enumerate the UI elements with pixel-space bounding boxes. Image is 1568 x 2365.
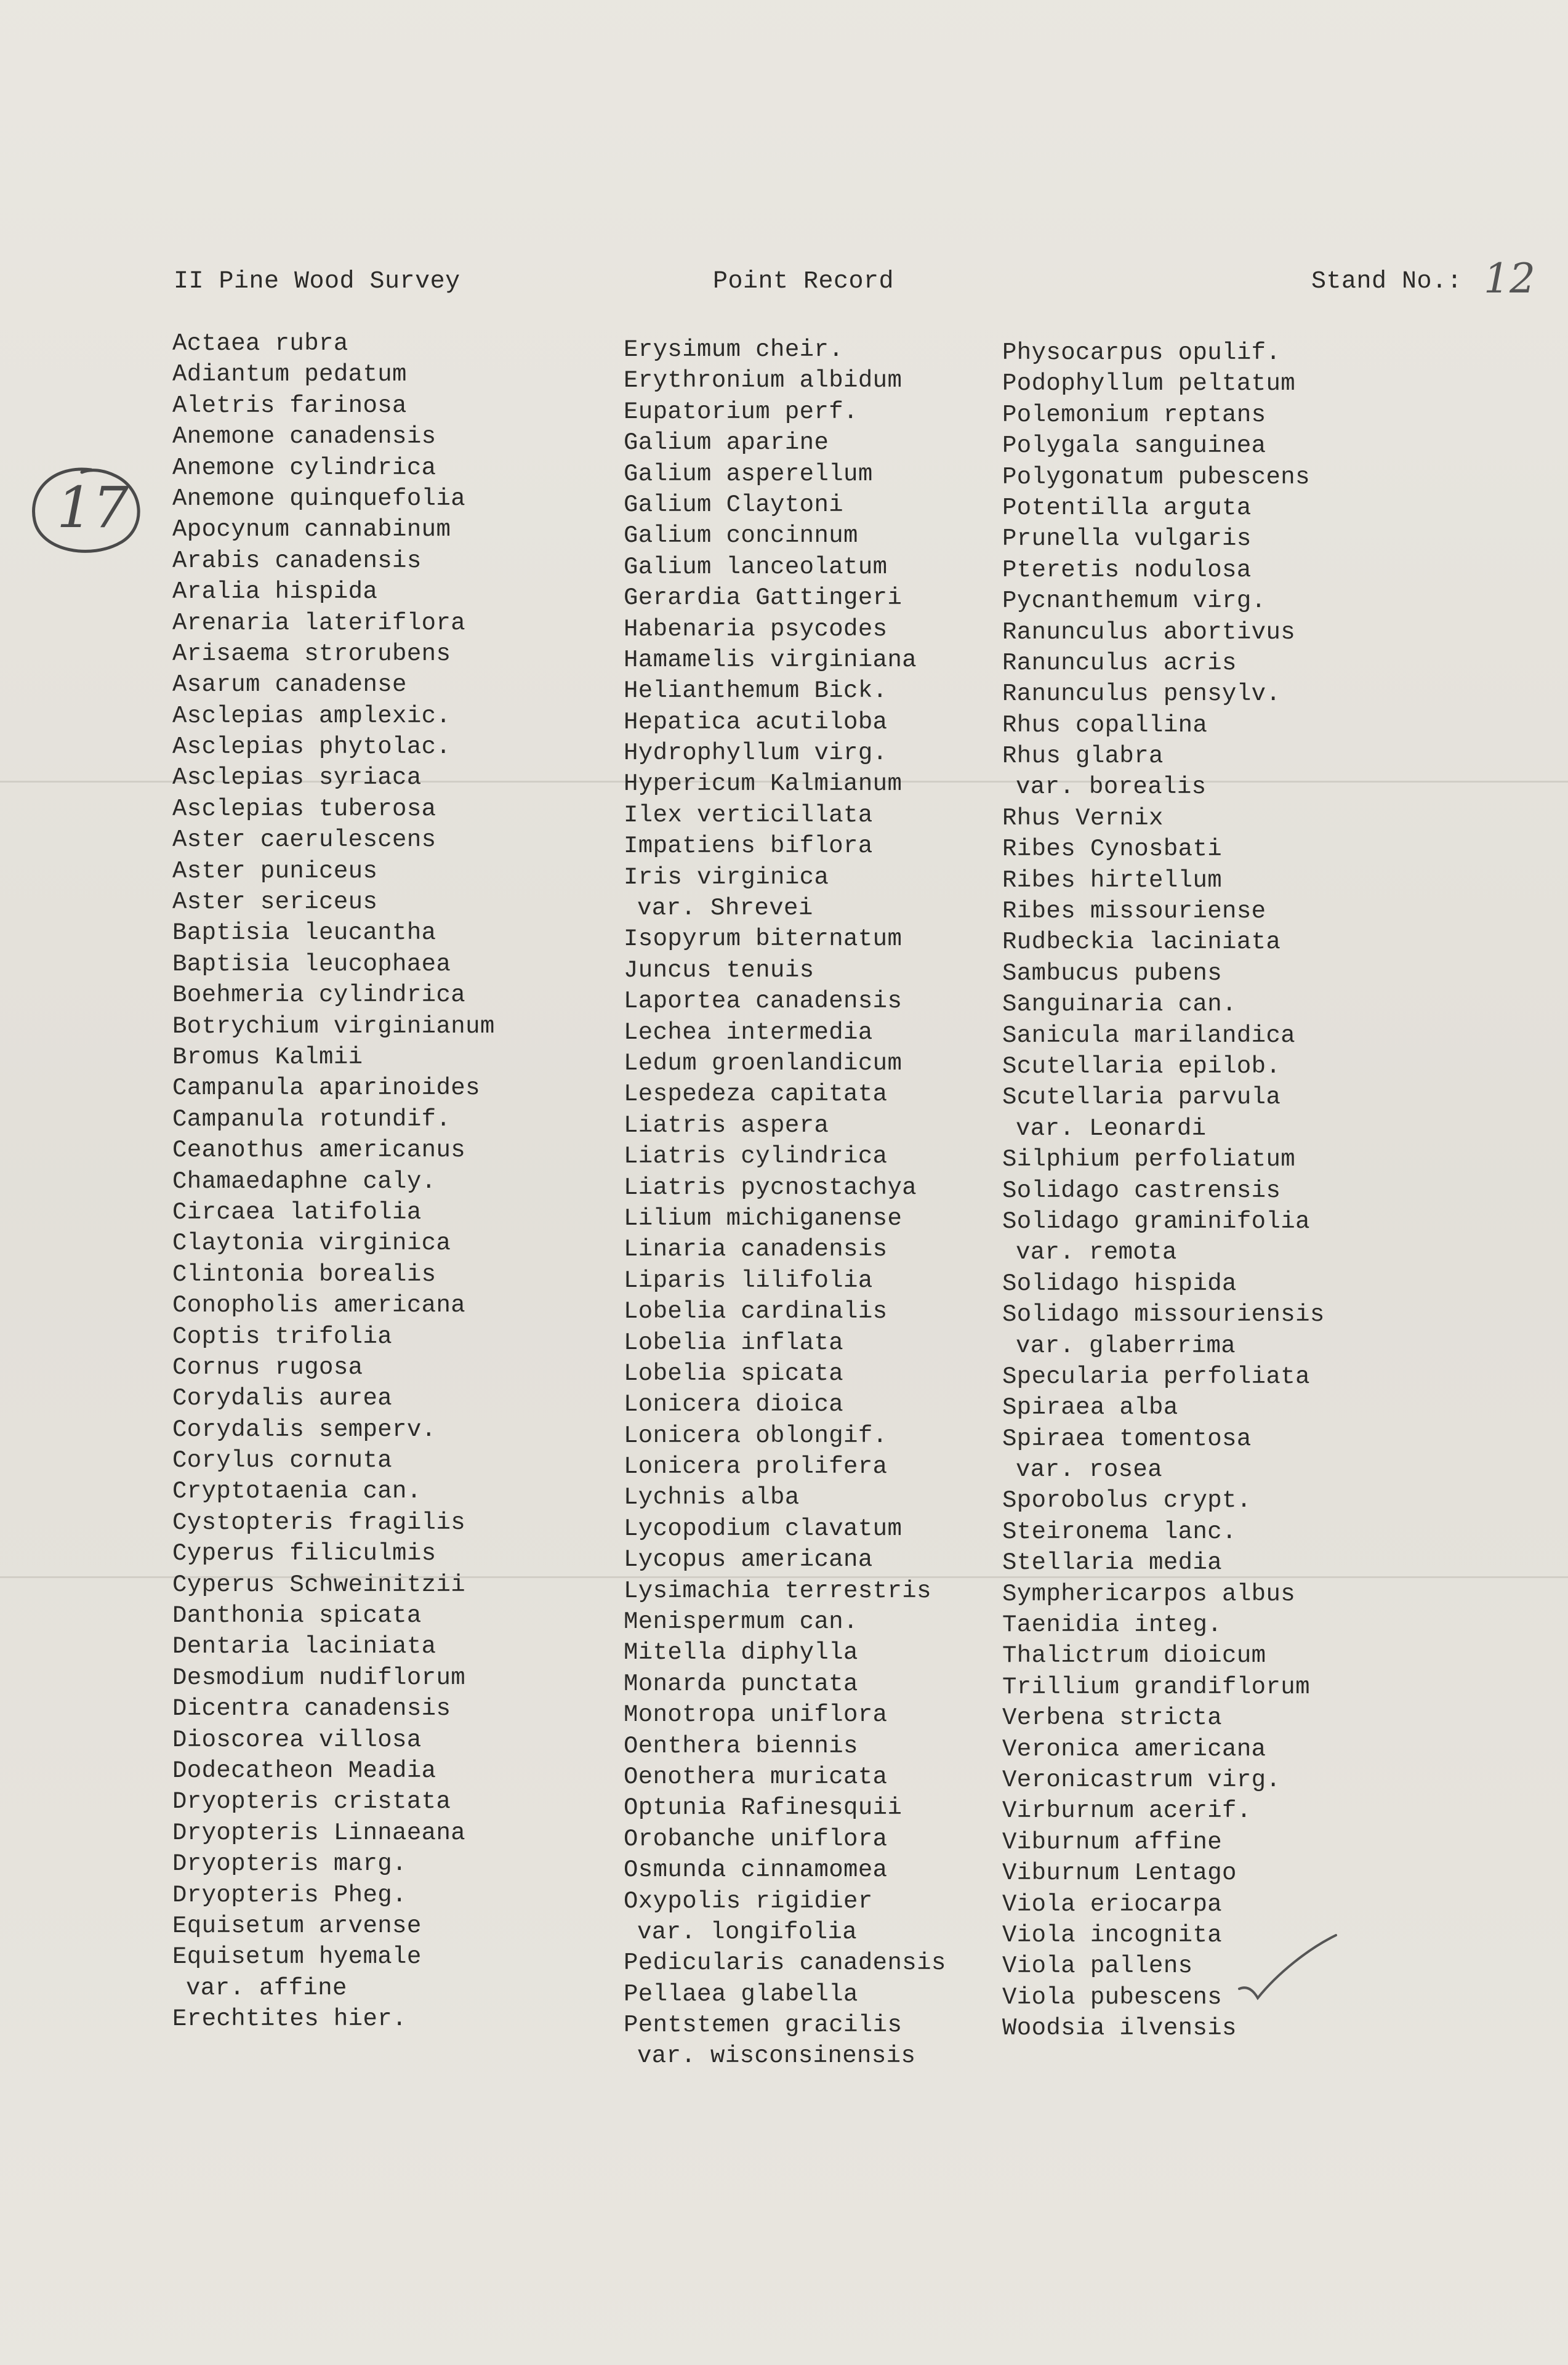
species-entry: Liatris aspera bbox=[624, 1111, 829, 1139]
species-entry: Lobelia inflata bbox=[624, 1329, 844, 1356]
species-entry: Silphium perfoliatum bbox=[1002, 1146, 1296, 1174]
species-entry: Lonicera dioica bbox=[624, 1391, 844, 1419]
species-entry: Pycnanthemum virg. bbox=[1002, 587, 1266, 615]
species-entry: Scutellaria epilob. bbox=[1002, 1052, 1281, 1080]
species-entry: Galium aparine bbox=[624, 429, 829, 457]
species-entry: var. rosea bbox=[1016, 1456, 1163, 1484]
species-entry: Actaea rubra bbox=[172, 330, 348, 357]
species-entry: Iris virginica bbox=[624, 863, 829, 891]
species-entry: Orobanche uniflora bbox=[624, 1825, 888, 1853]
circled-number-annotation bbox=[23, 459, 147, 563]
species-entry: Asarum canadense bbox=[172, 671, 407, 699]
species-entry: Lychnis alba bbox=[624, 1484, 800, 1512]
species-entry: Solidago missouriensis bbox=[1002, 1301, 1325, 1329]
species-entry: Prunella vulgaris bbox=[1002, 525, 1252, 553]
species-entry: Pedicularis canadensis bbox=[624, 1949, 946, 1977]
species-entry: Danthonia spicata bbox=[172, 1602, 422, 1630]
species-entry: Corylus cornuta bbox=[172, 1447, 393, 1475]
species-entry: Verbena stricta bbox=[1002, 1704, 1223, 1732]
species-entry: Ribes missouriense bbox=[1002, 898, 1266, 925]
species-entry: Galium lanceolatum bbox=[624, 553, 888, 581]
species-entry: Cornus rugosa bbox=[172, 1353, 363, 1381]
species-entry: Habenaria psycodes bbox=[624, 615, 888, 643]
species-entry: Oenthera biennis bbox=[624, 1732, 858, 1760]
species-entry: Clintonia borealis bbox=[172, 1260, 436, 1288]
circled-number: 17 bbox=[57, 475, 129, 541]
species-entry: Viola pallens bbox=[1002, 1952, 1193, 1980]
species-entry: Ribes Cynosbati bbox=[1002, 836, 1223, 863]
species-entry: Lysimachia terrestris bbox=[624, 1577, 931, 1605]
species-entry: Viola incognita bbox=[1002, 1921, 1223, 1949]
species-entry: Viburnum affine bbox=[1002, 1828, 1223, 1856]
species-entry: Dryopteris Linnaeana bbox=[172, 1819, 466, 1847]
species-entry: var. longifolia bbox=[637, 1918, 858, 1946]
species-column-2 bbox=[624, 334, 946, 2072]
species-entry: Ilex verticillata bbox=[624, 801, 873, 829]
species-entry: Cryptotaenia can. bbox=[172, 1478, 422, 1505]
species-entry: Chamaedaphne caly. bbox=[172, 1167, 436, 1195]
species-entry: Hydrophyllum virg. bbox=[624, 739, 888, 767]
species-entry: Impatiens biflora bbox=[624, 832, 873, 860]
species-entry: Viola pubescens bbox=[1002, 1983, 1223, 2011]
species-entry: Viburnum Lentago bbox=[1002, 1859, 1237, 1887]
species-entry: Anemone cylindrica bbox=[172, 454, 436, 481]
species-entry: Veronica americana bbox=[1002, 1735, 1266, 1763]
species-entry: Desmodium nudiflorum bbox=[172, 1664, 466, 1691]
species-entry: Osmunda cinnamomea bbox=[624, 1856, 888, 1884]
species-column-3 bbox=[1002, 337, 1325, 2044]
species-entry: Hamamelis virginiana bbox=[624, 646, 917, 674]
species-entry: var. Leonardi bbox=[1016, 1114, 1207, 1142]
species-entry: Conopholis americana bbox=[172, 1292, 466, 1319]
species-entry: Corydalis semperv. bbox=[172, 1416, 436, 1443]
species-entry: Solidago hispida bbox=[1002, 1270, 1237, 1297]
species-entry: Galium concinnum bbox=[624, 522, 858, 550]
species-entry: Woodsia ilvensis bbox=[1002, 2015, 1237, 2042]
species-entry: Aster puniceus bbox=[172, 857, 378, 885]
species-entry: Pteretis nodulosa bbox=[1002, 556, 1252, 584]
species-entry: Lonicera prolifera bbox=[624, 1453, 888, 1481]
species-entry: Circaea latifolia bbox=[172, 1198, 422, 1226]
species-entry: Ceanothus americanus bbox=[172, 1137, 466, 1164]
stand-number-handwritten: 12 bbox=[1484, 255, 1535, 302]
species-entry: Mitella diphylla bbox=[624, 1639, 858, 1667]
species-entry: Linaria canadensis bbox=[624, 1236, 888, 1263]
species-entry: Lycopus americana bbox=[624, 1546, 873, 1574]
species-entry: Erechtites hier. bbox=[172, 2005, 407, 2033]
species-entry: Cyperus filiculmis bbox=[172, 1540, 436, 1568]
species-entry: var. borealis bbox=[1016, 773, 1207, 801]
species-entry: Aster sericeus bbox=[172, 888, 378, 916]
species-entry: Monarda punctata bbox=[624, 1670, 858, 1698]
species-entry: Claytonia virginica bbox=[172, 1230, 451, 1257]
species-entry: Liatris pycnostachya bbox=[624, 1174, 917, 1201]
species-entry: Eupatorium perf. bbox=[624, 398, 858, 425]
species-entry: var. glaberrima bbox=[1016, 1332, 1236, 1360]
species-entry: Symphericarpos albus bbox=[1002, 1580, 1296, 1608]
species-entry: Galium asperellum bbox=[624, 460, 873, 488]
species-entry: Thalictrum dioicum bbox=[1002, 1642, 1266, 1670]
species-entry: Lobelia spicata bbox=[624, 1360, 844, 1387]
species-entry: Adiantum pedatum bbox=[172, 361, 407, 389]
record-type: Point Record bbox=[713, 268, 895, 296]
species-entry: Arisaema strorubens bbox=[172, 640, 451, 667]
species-entry: Lechea intermedia bbox=[624, 1018, 873, 1046]
species-entry: Lonicera oblongif. bbox=[624, 1422, 888, 1449]
species-entry: Lespedeza capitata bbox=[624, 1081, 888, 1108]
species-entry: Veronicastrum virg. bbox=[1002, 1766, 1281, 1794]
species-entry: Sporobolus crypt. bbox=[1002, 1487, 1252, 1515]
species-entry: Dryopteris cristata bbox=[172, 1788, 451, 1816]
species-entry: Monotropa uniflora bbox=[624, 1701, 888, 1729]
species-entry: Optunia Rafinesquii bbox=[624, 1794, 903, 1822]
species-entry: Spiraea tomentosa bbox=[1002, 1425, 1252, 1452]
species-entry: Spiraea alba bbox=[1002, 1394, 1178, 1422]
species-entry: Asclepias tuberosa bbox=[172, 795, 436, 823]
species-entry: Baptisia leucophaea bbox=[172, 950, 451, 978]
species-entry: Cystopteris fragilis bbox=[172, 1509, 466, 1536]
species-entry: Gerardia Gattingeri bbox=[624, 584, 903, 612]
species-entry: Arenaria lateriflora bbox=[172, 609, 466, 637]
species-entry: Virburnum acerif. bbox=[1002, 1797, 1252, 1825]
species-entry: Polygonatum pubescens bbox=[1002, 463, 1310, 491]
species-entry: Pellaea glabella bbox=[624, 1980, 858, 2008]
species-entry: Dodecatheon Meadia bbox=[172, 1757, 436, 1784]
species-entry: Anemone canadensis bbox=[172, 423, 436, 451]
species-entry: Lycopodium clavatum bbox=[624, 1515, 903, 1542]
species-entry: Cyperus Schweinitzii bbox=[172, 1571, 466, 1598]
species-entry: Equisetum arvense bbox=[172, 1912, 422, 1940]
species-entry: Oenothera muricata bbox=[624, 1763, 888, 1791]
species-entry: Solidago castrensis bbox=[1002, 1177, 1281, 1204]
species-entry: Ribes hirtellum bbox=[1002, 866, 1223, 894]
species-entry: Baptisia leucantha bbox=[172, 919, 436, 947]
species-entry: Equisetum hyemale bbox=[172, 1943, 422, 1971]
species-entry: Coptis trifolia bbox=[172, 1323, 393, 1350]
species-entry: Corydalis aurea bbox=[172, 1385, 393, 1412]
species-entry: Isopyrum biternatum bbox=[624, 925, 903, 953]
species-entry: Bromus Kalmii bbox=[172, 1043, 363, 1071]
species-entry: Asclepias phytolac. bbox=[172, 733, 451, 761]
species-entry: Dentaria laciniata bbox=[172, 1633, 436, 1661]
species-entry: Boehmeria cylindrica bbox=[172, 981, 466, 1009]
species-entry: Asclepias amplexic. bbox=[172, 702, 451, 730]
species-entry: Asclepias syriaca bbox=[172, 764, 422, 792]
species-entry: var. affine bbox=[186, 1974, 347, 2002]
species-entry: Polygala sanguinea bbox=[1002, 432, 1266, 460]
species-entry: var. remota bbox=[1016, 1239, 1177, 1267]
species-entry: Ranunculus acris bbox=[1002, 649, 1237, 677]
species-entry: Sanicula marilandica bbox=[1002, 1021, 1296, 1049]
species-entry: Erythronium albidum bbox=[624, 367, 903, 395]
species-entry: Dryopteris Pheg. bbox=[172, 1881, 407, 1909]
species-entry: Anemone quinquefolia bbox=[172, 485, 466, 512]
species-entry: Rhus Vernix bbox=[1002, 804, 1164, 832]
species-entry: Juncus tenuis bbox=[624, 956, 814, 984]
species-entry: var. wisconsinensis bbox=[637, 2042, 916, 2070]
species-entry: Campanula rotundif. bbox=[172, 1105, 451, 1133]
species-entry: Liparis lilifolia bbox=[624, 1267, 873, 1294]
species-entry: Oxypolis rigidier bbox=[624, 1887, 873, 1915]
species-entry: Apocynum cannabinum bbox=[172, 516, 451, 544]
species-entry: Aralia hispida bbox=[172, 578, 378, 606]
species-entry: Trillium grandiflorum bbox=[1002, 1673, 1310, 1701]
species-entry: Potentilla arguta bbox=[1002, 494, 1252, 522]
species-entry: Steironema lanc. bbox=[1002, 1518, 1237, 1545]
species-entry: Erysimum cheir. bbox=[624, 336, 844, 363]
species-entry: Lobelia cardinalis bbox=[624, 1298, 888, 1326]
species-entry: Stellaria media bbox=[1002, 1549, 1223, 1577]
species-entry: Botrychium virginianum bbox=[172, 1012, 495, 1040]
species-entry: Hypericum Kalmianum bbox=[624, 770, 903, 798]
species-entry: Physocarpus opulif. bbox=[1002, 339, 1281, 366]
species-entry: Hepatica acutiloba bbox=[624, 708, 888, 736]
species-entry: Viola eriocarpa bbox=[1002, 1890, 1223, 1918]
species-entry: Rudbeckia laciniata bbox=[1002, 929, 1281, 956]
species-column-1 bbox=[172, 328, 495, 2034]
species-entry: Podophyllum peltatum bbox=[1002, 370, 1296, 398]
species-entry: Solidago graminifolia bbox=[1002, 1207, 1310, 1235]
species-entry: Arabis canadensis bbox=[172, 547, 422, 574]
survey-title: II Pine Wood Survey bbox=[174, 268, 460, 296]
species-entry: Sambucus pubens bbox=[1002, 959, 1223, 987]
species-entry: Ledum groenlandicum bbox=[624, 1049, 903, 1077]
species-entry: Rhus glabra bbox=[1002, 743, 1164, 770]
species-entry: Helianthemum Bick. bbox=[624, 677, 888, 705]
species-entry: Dicentra canadensis bbox=[172, 1695, 451, 1723]
species-entry: Specularia perfoliata bbox=[1002, 1363, 1310, 1390]
species-entry: Ranunculus pensylv. bbox=[1002, 680, 1281, 708]
species-entry: Taenidia integ. bbox=[1002, 1611, 1223, 1639]
species-entry: Scutellaria parvula bbox=[1002, 1084, 1281, 1111]
species-entry: Lilium michiganense bbox=[624, 1204, 903, 1232]
species-entry: Dryopteris marg. bbox=[172, 1850, 407, 1878]
species-entry: Sanguinaria can. bbox=[1002, 991, 1237, 1018]
species-entry: Campanula aparinoides bbox=[172, 1074, 480, 1102]
species-entry: Menispermum can. bbox=[624, 1608, 858, 1636]
species-entry: Rhus copallina bbox=[1002, 711, 1208, 739]
species-entry: var. Shrevei bbox=[637, 895, 813, 922]
species-entry: Galium Claytoni bbox=[624, 491, 844, 518]
species-entry: Pentstemen gracilis bbox=[624, 2012, 903, 2039]
species-entry: Aster caerulescens bbox=[172, 826, 436, 854]
species-entry: Aletris farinosa bbox=[172, 392, 407, 419]
species-entry: Laportea canadensis bbox=[624, 988, 903, 1015]
species-entry: Dioscorea villosa bbox=[172, 1726, 422, 1754]
species-entry: Liatris cylindrica bbox=[624, 1143, 888, 1170]
stand-number-label: Stand No.: bbox=[1311, 268, 1463, 296]
species-entry: Polemonium reptans bbox=[1002, 401, 1266, 429]
species-entry: Ranunculus abortivus bbox=[1002, 618, 1296, 646]
